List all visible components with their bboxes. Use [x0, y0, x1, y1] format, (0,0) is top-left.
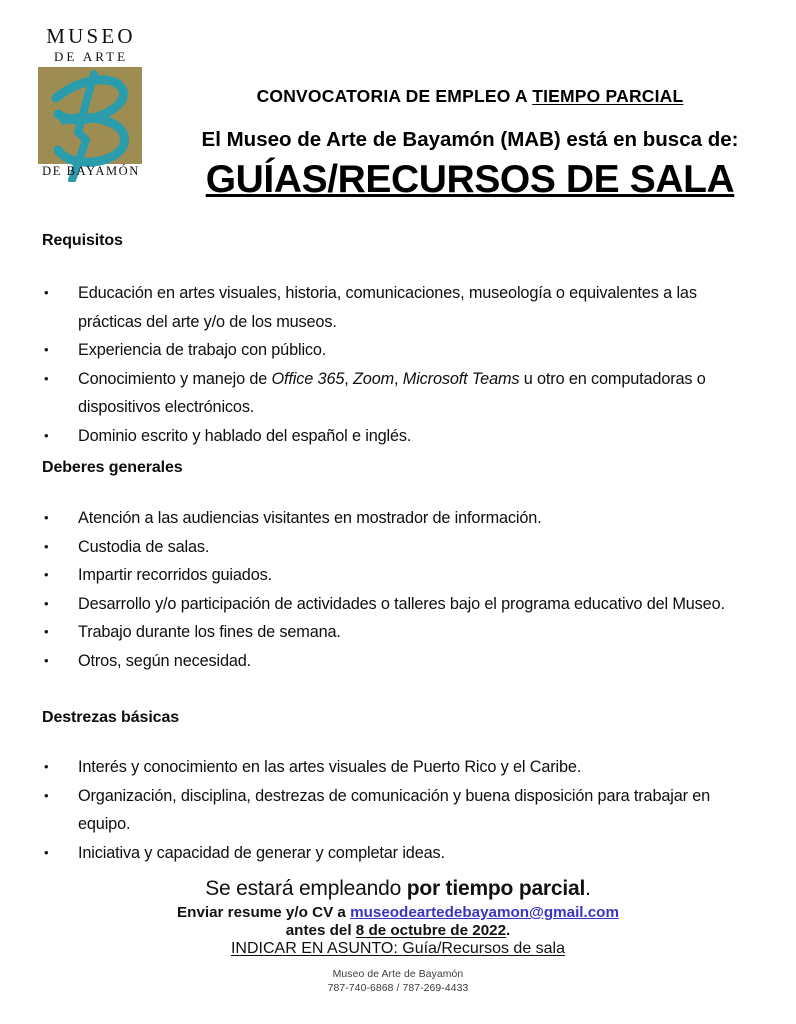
closing-line-empleo	[0, 876, 796, 902]
bullet-icon: •	[44, 595, 49, 611]
logo-word-museo: MUSEO	[46, 24, 136, 48]
closing-line-fecha	[0, 921, 796, 940]
logo-word-de-arte: DE ARTE	[53, 49, 129, 64]
list-item	[38, 279, 768, 336]
page-title	[160, 158, 780, 202]
bullet-icon: •	[44, 624, 49, 639]
bullet-icon: •	[44, 370, 49, 386]
list-item-text	[78, 365, 768, 422]
page-title-text: GUÍAS/RECURSOS DE SALA	[205, 158, 735, 201]
closing-subject-instruction: INDICAR EN ASUNTO: Guía/Recursos de sala	[230, 940, 566, 957]
bullet-icon: •	[44, 759, 49, 774]
list-item-text: Atención a las audiencias visitantes en mostrador de información.	[78, 509, 542, 527]
bullet-icon: •	[44, 652, 49, 668]
list-item-text: Otros, según necesidad.	[78, 651, 252, 670]
text-run: ,	[394, 369, 403, 388]
section-heading-requisitos: Requisitos	[42, 232, 123, 249]
list-item	[38, 839, 768, 868]
closing-line3-suffix: .	[506, 922, 511, 939]
section-heading-destrezas-basicas: Destrezas básicas	[42, 709, 180, 726]
museum-logo	[24, 26, 152, 186]
bullet-list-deberes-generales	[38, 504, 768, 675]
text-run-italic: Microsoft Teams	[402, 369, 520, 388]
list-item	[38, 504, 768, 533]
list-item-text: Interés y conocimiento en las artes visuales de Puerto Rico y el Caribe.	[78, 758, 582, 776]
bullet-list-destrezas-basicas	[38, 753, 768, 867]
closing-line-enviar	[0, 903, 796, 922]
bullet-icon: •	[44, 567, 49, 582]
list-item	[38, 422, 768, 451]
bullet-icon: •	[44, 285, 49, 300]
closing-line-asunto	[0, 939, 796, 959]
closing-deadline-date: 8 de octubre de 2022	[355, 922, 507, 939]
bullet-icon: •	[44, 427, 49, 443]
list-item-text: Organización, disciplina, destrezas de comunicación y buena disposición para trabajar en equipo.	[78, 786, 711, 833]
list-item	[38, 647, 768, 676]
list-item	[38, 590, 768, 619]
list-item	[38, 336, 768, 365]
list-item-text: Desarrollo y/o participación de actividades o talleres bajo el programa educativo del Museo.	[78, 594, 725, 613]
list-item-text: Educación en artes visuales, historia, comunicaciones, museología o equivalentes a las prácticas del arte y/o de los museos.	[78, 284, 697, 331]
list-item	[38, 365, 768, 422]
section-heading-deberes-generales: Deberes generales	[42, 459, 183, 476]
header-line1-underlined: TIEMPO PARCIAL	[532, 86, 684, 106]
closing-line3-prefix: antes del	[285, 922, 356, 939]
header-line1-prefix: CONVOCATORIA DE EMPLEO A	[256, 86, 533, 106]
text-run-italic: Zoom	[353, 369, 395, 388]
list-item-text: Custodia de salas.	[78, 537, 210, 556]
header-line-convocatoria	[170, 86, 770, 107]
header-line-busca: El Museo de Arte de Bayamón (MAB) está en busca de:	[201, 128, 739, 151]
list-item-text: Dominio escrito y hablado del español e inglés.	[78, 426, 412, 445]
bullet-icon: •	[44, 342, 49, 357]
footer-phones: 787-740-6868 / 787-269-4433	[327, 983, 469, 994]
list-item	[38, 533, 768, 562]
closing-line1-bold: por tiempo parcial	[406, 877, 586, 900]
text-run: u otro en computadoras o dispositivos electrónicos.	[78, 369, 706, 416]
footer-org-name: Museo de Arte de Bayamón	[332, 969, 464, 980]
closing-line1-suffix: .	[585, 877, 591, 900]
text-run: ,	[344, 369, 354, 388]
list-item-text: Experiencia de trabajo con público.	[78, 341, 327, 359]
list-item-text: Impartir recorridos guiados.	[78, 566, 272, 584]
list-item	[38, 753, 768, 782]
bullet-icon: •	[44, 510, 49, 525]
text-run-italic: Office 365	[271, 369, 345, 388]
list-item	[38, 561, 768, 590]
email-link[interactable]: museodeartedebayamon@gmail.com	[350, 904, 619, 921]
bullet-icon: •	[44, 787, 49, 803]
logo-word-de-bayamon: DE BAYAMÓN	[42, 164, 140, 178]
bullet-icon: •	[44, 538, 49, 554]
text-run: Conocimiento y manejo de	[78, 369, 272, 388]
bullet-icon: •	[44, 844, 49, 860]
list-item	[38, 618, 768, 647]
footer	[0, 968, 796, 996]
closing-line1-normal: Se estará empleando	[205, 877, 407, 900]
closing-line2-prefix: Enviar resume y/o CV a	[177, 904, 351, 921]
list-item	[38, 782, 768, 839]
list-item-text: Trabajo durante los fines de semana.	[78, 623, 341, 641]
bullet-list-requisitos	[38, 279, 768, 450]
list-item-text: Iniciativa y capacidad de generar y completar ideas.	[78, 843, 445, 862]
